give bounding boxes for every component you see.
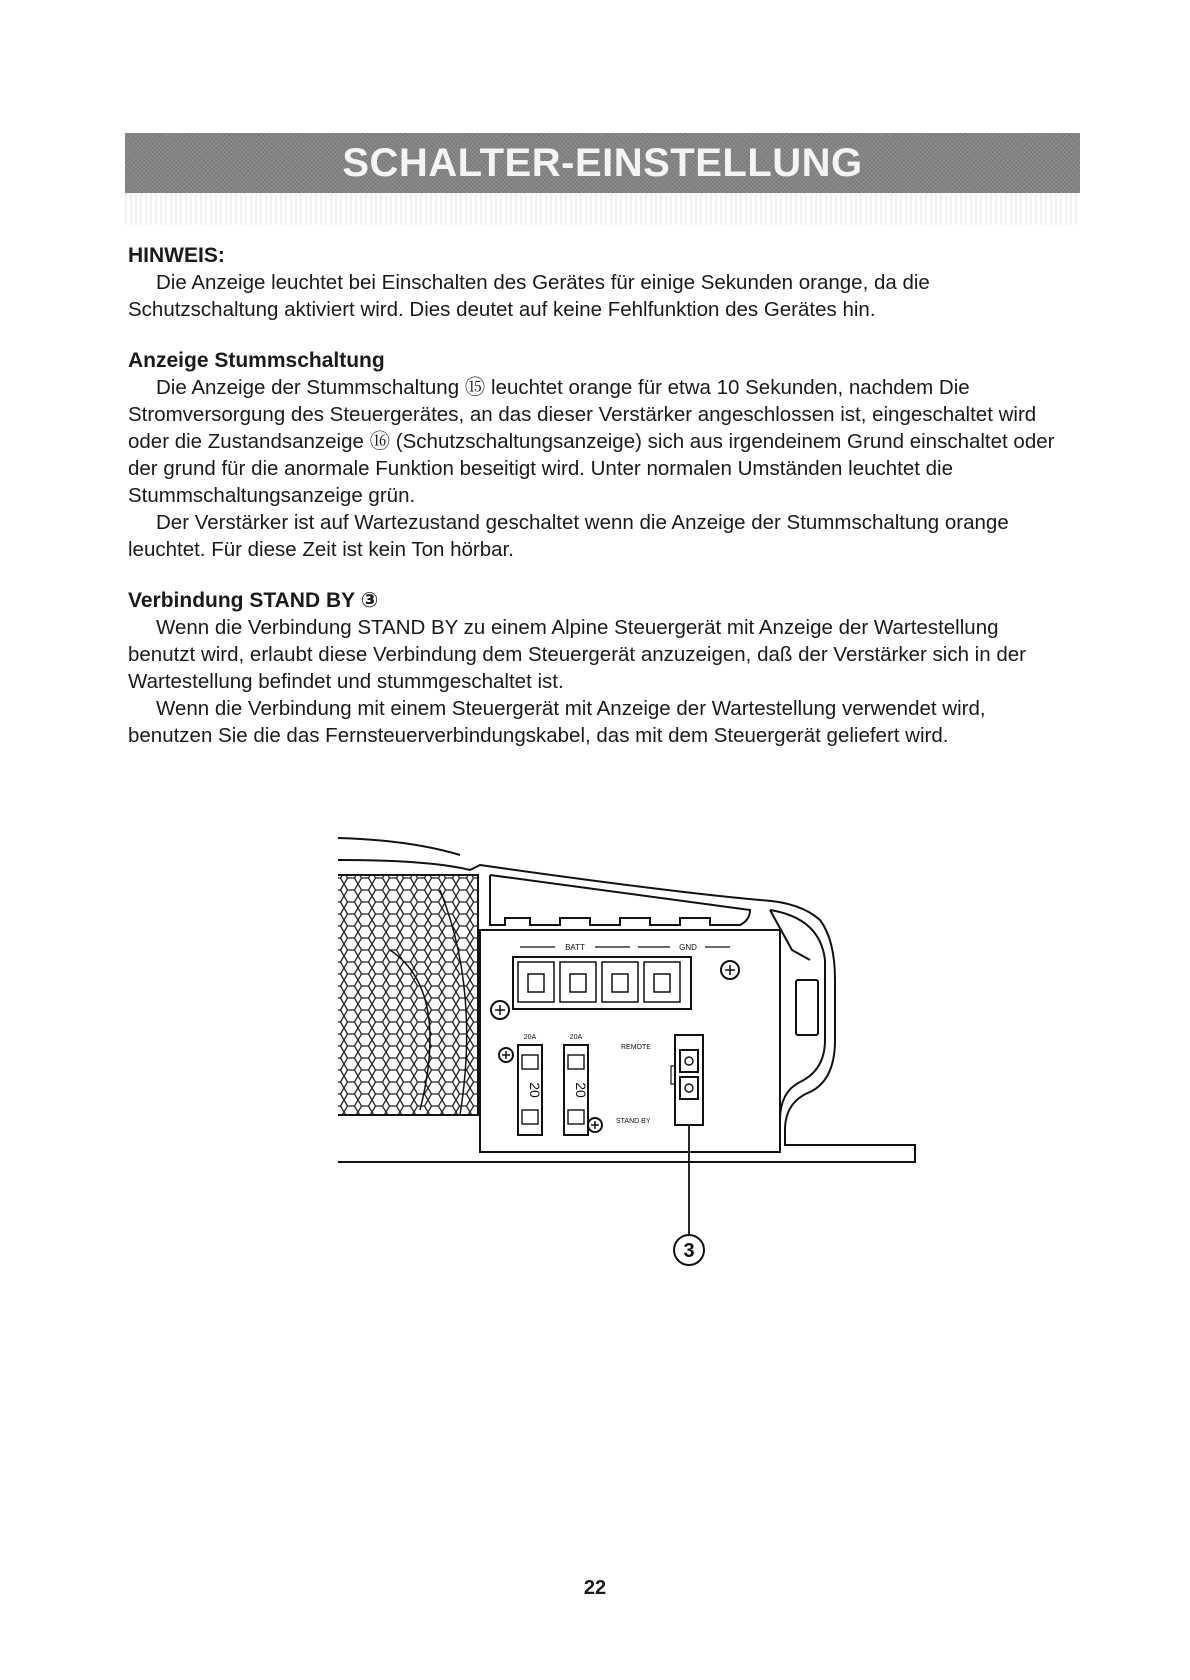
callout-number: 3 xyxy=(683,1240,695,1262)
paragraph: Die Anzeige der Stummschaltung ⑮ leuchtet orange für etwa 10 Sekunden, nachdem Die Stromversorgung des Steuergerätes, an das dieser Verstärker angeschlossen ist, eingeschaltet wird oder die Zustandsanzeige ⑯ (Schutzschaltungsanzeige) sich aus irgendeinem Grund einschaltet oder der grund für die anormale Funktion beseitigt wird. Unter normalen Umständen leuchtet die Stummschaltungsanzeige grün. xyxy=(128,376,1055,507)
section-heading: Anzeige Stummschaltung xyxy=(128,349,385,372)
fuse-rating-label: 20A xyxy=(569,1034,583,1041)
paragraph: Der Verstärker ist auf Wartezustand geschaltet wenn die Anzeige der Stummschaltung orange leuchtet. Für diese Zeit ist kein Ton hörbar. xyxy=(128,511,1009,561)
heatsink-grille xyxy=(338,875,478,1115)
section-standby xyxy=(128,587,1068,749)
fuse-rating-label: 20A xyxy=(523,1034,537,1041)
section-heading: HINWEIS: xyxy=(128,244,225,267)
fuse-value-label: 20 xyxy=(527,1082,543,1098)
gnd-label: GND xyxy=(679,943,697,952)
title-banner xyxy=(125,133,1080,193)
section-hinweis xyxy=(128,242,1068,323)
title-band-texture xyxy=(125,193,1080,225)
page-number: 22 xyxy=(583,1577,607,1599)
page-title: SCHALTER-EINSTELLUNG xyxy=(342,141,863,185)
section-stummschaltung xyxy=(128,347,1068,563)
remote-label: REMOTE xyxy=(621,1044,651,1051)
standby-label: STAND BY xyxy=(616,1118,651,1125)
paragraph: Die Anzeige leuchtet bei Einschalten des Gerätes für einige Sekunden orange, da die Schutzschaltung aktiviert wird. Dies deutet auf keine Fehlfunktion des Gerätes hin. xyxy=(128,271,930,321)
amplifier-terminal-diagram xyxy=(330,830,940,1290)
batt-label: BATT xyxy=(565,943,585,952)
paragraph: Wenn die Verbindung STAND BY zu einem Alpine Steuergerät mit Anzeige der Wartestellung benutzt wird, erlaubt diese Verbindung dem Steuergerät anzuzeigen, daß der Verstärker sich in der Wartestellung befindet und stummgeschaltet ist. xyxy=(128,616,1026,693)
fuse-value-label: 20 xyxy=(573,1082,589,1098)
section-heading: Verbindung STAND BY ③ xyxy=(128,589,379,612)
paragraph: Wenn die Verbindung mit einem Steuergerät mit Anzeige der Wartestellung verwendet wird, benutzen Sie die das Fernsteuerverbindungskabel, das mit dem Steuergerät geliefert wird. xyxy=(128,697,986,747)
